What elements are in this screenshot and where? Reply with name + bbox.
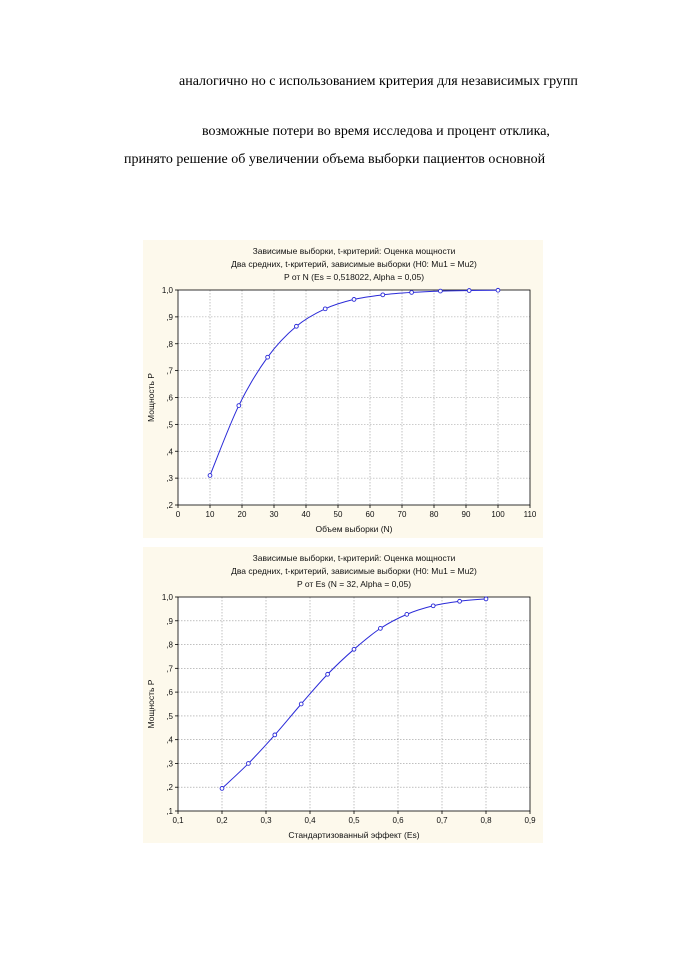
data-point bbox=[299, 702, 303, 706]
data-point bbox=[323, 307, 327, 311]
y-tick-label: ,8 bbox=[166, 640, 173, 650]
x-tick-label: 20 bbox=[237, 510, 247, 519]
x-tick-label: 40 bbox=[301, 510, 311, 519]
x-tick-label: 0,9 bbox=[524, 816, 536, 825]
data-point bbox=[273, 733, 277, 737]
chart-subtitle: Два средних, t-критерий, зависимые выборки (H0: Mu1 = Mu2) bbox=[231, 566, 477, 576]
chart-power-vs-es bbox=[143, 547, 543, 843]
y-tick-label: ,5 bbox=[166, 711, 173, 721]
y-tick-label: ,4 bbox=[166, 735, 173, 745]
x-tick-label: 50 bbox=[333, 510, 343, 519]
y-tick-label: ,7 bbox=[166, 664, 173, 674]
y-tick-label: ,8 bbox=[166, 339, 173, 349]
x-tick-label: 0,4 bbox=[304, 816, 316, 825]
y-tick-label: 1,0 bbox=[161, 593, 173, 602]
y-tick-label: ,9 bbox=[166, 616, 173, 626]
y-axis-label: Мощность P bbox=[146, 373, 156, 422]
document-line-1: аналогично но с использованием критерия для независимых групп bbox=[179, 74, 578, 89]
x-tick-label: 80 bbox=[429, 510, 439, 519]
chart-power-vs-n bbox=[143, 240, 543, 538]
x-tick-label: 70 bbox=[397, 510, 407, 519]
x-tick-label: 0 bbox=[175, 510, 181, 519]
data-point bbox=[220, 787, 224, 791]
x-tick-label: 110 bbox=[523, 510, 537, 519]
data-point bbox=[484, 597, 488, 601]
y-tick-label: ,3 bbox=[166, 474, 173, 484]
chart-power-vs-es-svg bbox=[143, 547, 543, 843]
x-axis-label: Стандартизованный эффект (Es) bbox=[288, 830, 420, 840]
y-tick-label: ,6 bbox=[166, 393, 173, 403]
x-tick-label: 0,2 bbox=[216, 816, 228, 825]
y-tick-label: ,3 bbox=[166, 759, 173, 769]
data-point bbox=[208, 474, 212, 478]
y-tick-label: ,7 bbox=[166, 366, 173, 376]
chart-subtitle-2: P от N (Es = 0,518022, Alpha = 0,05) bbox=[283, 272, 425, 282]
x-tick-label: 10 bbox=[205, 510, 215, 519]
y-tick-label: ,9 bbox=[166, 312, 173, 322]
chart-subtitle-2: P от Es (N = 32, Alpha = 0,05) bbox=[296, 579, 412, 589]
data-point bbox=[379, 626, 383, 630]
data-point bbox=[381, 293, 385, 297]
y-tick-label: ,1 bbox=[166, 807, 173, 816]
chart-title: Зависимые выборки, t-критерий: Оценка мощности bbox=[252, 553, 456, 563]
y-tick-label: ,4 bbox=[166, 447, 173, 457]
data-point bbox=[439, 289, 443, 293]
data-point bbox=[496, 288, 500, 292]
x-tick-label: 0,7 bbox=[436, 816, 448, 825]
chart-subtitle: Два средних, t-критерий, зависимые выборки (H0: Mu1 = Mu2) bbox=[231, 259, 477, 269]
x-tick-label: 90 bbox=[461, 510, 471, 519]
data-point bbox=[326, 672, 330, 676]
data-point bbox=[431, 604, 435, 608]
x-tick-label: 30 bbox=[269, 510, 279, 519]
data-point bbox=[247, 762, 251, 766]
x-axis-label: Объем выборки (N) bbox=[315, 524, 393, 534]
document-line-3: принято решение об увеличении объема выборки пациентов основной bbox=[124, 152, 546, 167]
data-point bbox=[410, 291, 414, 295]
data-point bbox=[266, 355, 270, 359]
y-tick-label: 1,0 bbox=[161, 286, 173, 295]
x-tick-label: 60 bbox=[365, 510, 375, 519]
data-point bbox=[405, 612, 409, 616]
data-point bbox=[295, 324, 299, 328]
x-tick-label: 0,8 bbox=[480, 816, 492, 825]
y-axis-label: Мощность P bbox=[146, 679, 156, 729]
x-tick-label: 0,6 bbox=[392, 816, 404, 825]
x-tick-label: 0,5 bbox=[348, 816, 360, 825]
x-tick-label: 0,3 bbox=[260, 816, 272, 825]
plot-area bbox=[178, 290, 530, 505]
document-line-2: возможные потери во время исследова и процент отклика, bbox=[202, 124, 550, 139]
data-point bbox=[352, 298, 356, 302]
x-tick-label: 0,1 bbox=[172, 816, 184, 825]
y-tick-label: ,5 bbox=[166, 420, 173, 430]
plot-area bbox=[178, 597, 530, 811]
chart-power-vs-n-svg bbox=[143, 240, 543, 538]
y-tick-label: ,2 bbox=[166, 501, 173, 510]
chart-title: Зависимые выборки, t-критерий: Оценка мощности bbox=[252, 246, 456, 256]
data-point bbox=[458, 599, 462, 603]
y-tick-label: ,2 bbox=[166, 783, 173, 793]
x-tick-label: 100 bbox=[491, 510, 505, 519]
data-point bbox=[237, 404, 241, 408]
data-point bbox=[352, 647, 356, 651]
data-point bbox=[467, 289, 471, 293]
y-tick-label: ,6 bbox=[166, 688, 173, 698]
